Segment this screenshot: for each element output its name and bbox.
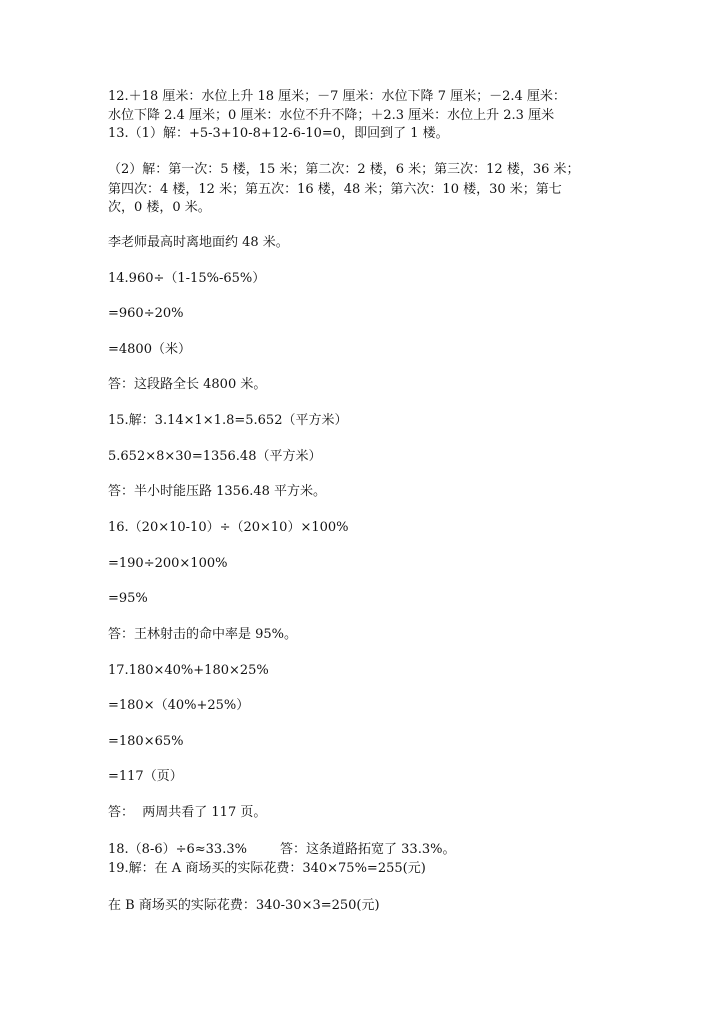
text-line: =95% [108,591,148,606]
text-line: 答：王林射击的命中率是 95%。 [108,627,298,642]
text-line: 第四次：4 楼，12 米；第五次：16 楼，48 米；第六次：10 楼，30 米；第七 [108,182,562,197]
text-line: =190÷200×100% [108,556,228,571]
text-line: 水位下降 2.4 厘米；0 厘米：水位不升不降；＋2.3 厘米：水位上升 2.3 厘米 [108,108,555,123]
text-line: 17.180×40%+180×25% [108,663,269,678]
text-line: 15.解：3.14×1×1.8=5.652（平方米） [108,413,348,428]
text-line: 14.960÷（1-15%-65%） [108,271,266,286]
text-line: （2）解：第一次：5 楼，15 米；第二次：2 楼，6 米；第三次：12 楼，36 米； [108,162,580,177]
text-line: 12.＋18 厘米：水位上升 18 厘米；－7 厘米：水位下降 7 厘米；－2.4 厘米： [108,89,566,104]
text-line: 答：这段路全长 4800 米。 [108,377,267,392]
text-line: 16.（20×10-10）÷（20×10）×100% [108,520,349,535]
text-line: 李老师最高时离地面约 48 米。 [108,235,289,250]
text-line: 答：半小时能压路 1356.48 平方米。 [108,484,327,499]
text-line: 18.（8-6）÷6≈33.3% 答：这条道路拓宽了 33.3%。 [108,842,456,857]
text-line: =180×65% [108,734,184,749]
text-line: 次，0 楼，0 米。 [108,200,211,215]
text-line: =960÷20% [108,306,184,321]
text-line: =180×（40%+25%） [108,698,250,713]
text-line: 在 B 商场买的实际花费：340-30×3=250(元) [108,898,380,913]
text-line: 5.652×8×30=1356.48（平方米） [108,449,322,464]
text-line: =4800（米） [108,342,191,357]
text-line: 答： 两周共看了 117 页。 [108,805,267,820]
text-line: 13.（1）解：+5-3+10-8+12-6-10=0，即回到了 1 楼。 [108,126,449,141]
text-line: 19.解：在 A 商场买的实际花费：340×75%=255(元) [108,861,426,876]
text-line: =117（页） [108,769,183,784]
